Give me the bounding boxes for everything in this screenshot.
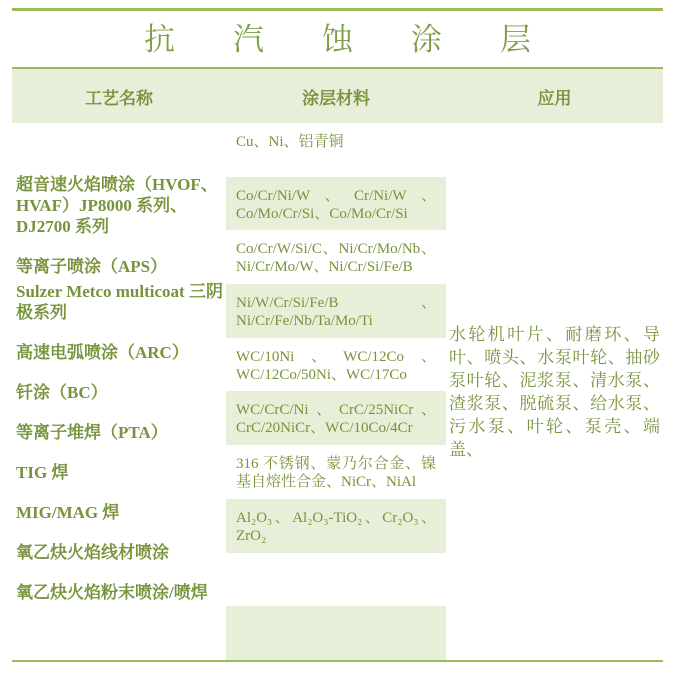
material-row bbox=[226, 553, 446, 607]
material-row: Ni/W/Cr/Si/Fe/B、Ni/Cr/Fe/Nb/Ta/Mo/Ti bbox=[226, 284, 446, 338]
process-item: 氧乙炔火焰线材喷涂 bbox=[16, 543, 169, 562]
process-item: 超音速火焰喷涂（HVOF、HVAF）JP8000 系列、DJ2700 系列 bbox=[16, 175, 218, 236]
material-row: Co/Cr/Ni/W、Cr/Ni/W、Co/Mo/Cr/Si、Co/Mo/Cr/Si bbox=[226, 177, 446, 231]
process-item: 高速电弧喷涂（ARC） bbox=[16, 343, 189, 362]
header-process-name: 工艺名称 bbox=[85, 88, 153, 108]
process-item: MIG/MAG 焊 bbox=[16, 503, 120, 522]
page-title: 抗汽蚀涂层 bbox=[144, 22, 589, 57]
process-item: 钎涂（BC） bbox=[16, 383, 108, 402]
table-header-row bbox=[12, 67, 663, 123]
material-row: WC/CrC/Ni、CrC/25NiCr、CrC/20NiCr、WC/10Co/4Cr bbox=[226, 391, 446, 445]
application-column bbox=[446, 123, 663, 660]
header-coating-material: 涂层材料 bbox=[302, 88, 370, 108]
table-body bbox=[12, 123, 663, 662]
header-application: 应用 bbox=[537, 88, 572, 108]
material-row: Cu、Ni、铝青铜 bbox=[236, 134, 344, 150]
process-item: Sulzer Metco multicoat 三阴极系列 bbox=[16, 282, 223, 322]
process-column bbox=[12, 123, 226, 660]
material-column bbox=[226, 123, 446, 660]
material-row: 316 不锈钢、蒙乃尔合金、镍基自熔性合金、NiCr、NiAl bbox=[236, 456, 436, 491]
process-item: TIG 焊 bbox=[16, 463, 69, 482]
coating-table bbox=[12, 8, 663, 662]
process-item: 等离子堆焊（PTA） bbox=[16, 423, 168, 442]
material-row: Al₂O₃、Al₂O₃-TiO₂、Cr₂O₃、ZrO₂ bbox=[226, 499, 446, 553]
material-row: Co/Cr/W/Si/C、Ni/Cr/Mo/Nb、Ni/Cr/Mo/W、Ni/Cr/Si/Fe/B bbox=[236, 241, 436, 276]
process-item: 氧乙炔火焰粉末喷涂/喷焊 bbox=[16, 583, 208, 602]
material-row bbox=[226, 606, 446, 660]
process-item: 等离子喷涂（APS） bbox=[16, 257, 168, 276]
application-cell: 水轮机叶片、耐磨环、导叶、喷头、水泵叶轮、抽砂泵叶轮、泥浆泵、清水泵、渣浆泵、脱硫泵、给水泵、污水泵、叶轮、泵壳、端盖、 bbox=[449, 324, 660, 459]
material-row: WC/10Ni、WC/12Co、WC/12Co/50Ni、WC/17Co bbox=[236, 348, 436, 383]
